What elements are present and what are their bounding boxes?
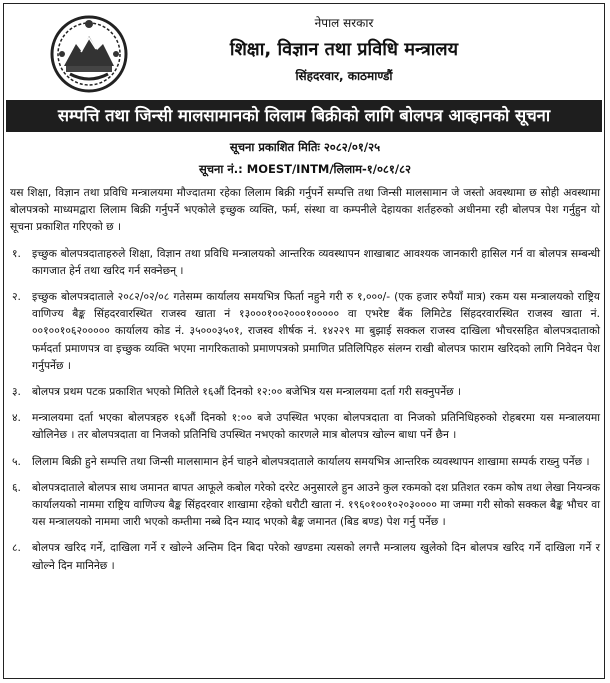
condition-text: इच्छुक बोलपत्रदाताहरुले शिक्षा, विज्ञान तथा प्रविधि मन्त्रालयको आन्तरिक व्यवस्थापन शाखाबाट आवश्यक जानकारी हासिल गर्न वा बोलपत्र सम्बन्धी कागजात हेर्न तथा खरिद गर्न सक्नेछन् ।	[32, 246, 600, 277]
condition-number: २.	[12, 290, 21, 304]
ministry-name: शिक्षा, विज्ञान तथा प्रविधि मन्त्रालय	[229, 39, 459, 60]
notice-number-value: MOEST/INTM/लिलाम-१/०८१/८२	[246, 162, 412, 176]
intro-paragraph: यस शिक्षा, विज्ञान तथा प्रविधि मन्त्रालयमा मौज्दातमा रहेका लिलाम बिक्री गर्नुपर्ने सम्पत्ति तथा जिन्सी मालसामान जे जस्तो अवस्थामा छ सोही अवस्थामा बोलपत्रको माध्यमद्वारा लिलाम बिक्री गर्नुपर्ने भएकोले इच्छुक व्यक्ति, फर्म, संस्था वा कम्पनीले देहायका शर्तहरुको अधीनमा रही बोलपत्र पेश गर्नुहुन यो सूचना प्रकाशित गरिएको छ ।	[10, 186, 600, 234]
condition-item	[4, 539, 606, 573]
condition-text: लिलाम बिक्री हुने सम्पत्ति तथा जिन्सी मालसामान हेर्न चाहने बोलपत्रदाताले कार्यालय समयभित्र आन्तरिक व्यवस्थापन शाखामा सम्पर्क राख्नु पर्नेछ ।	[32, 454, 590, 468]
publication-date-label: सूचना प्रकाशित मितिः	[229, 140, 320, 154]
notice-number	[4, 162, 606, 177]
nepal-emblem-icon	[48, 14, 130, 94]
condition-text: बोलपत्र प्रथम पटक प्रकाशित भएको मितिले १६औं दिनको १२:०० बजेभित्र यस मन्त्रालयमा दर्ता गरी सक्नुपर्नेछ ।	[32, 385, 462, 399]
publication-date-value: २०८२/०१/२५	[323, 140, 381, 154]
condition-item	[4, 479, 606, 531]
condition-text: मन्त्रालयमा दर्ता भएका बोलपत्रहरु १६औं दिनको १:०० बजे उपस्थित भएका बोलपत्रदाता वा निजको प्रतिनिधिहरुको रोहबरमा यस मन्त्रालयमा खोलिनेछ । तर बोलपत्रदाता वा निजको प्रतिनिधि उपस्थित नभएको कारणले मात्र बोलपत्र खोल्न बाधा पर्ने छैन ।	[32, 411, 600, 442]
condition-item	[4, 383, 606, 400]
condition-item	[4, 288, 606, 374]
ministry-location: सिंहदरवार, काठमाण्डौं	[295, 69, 393, 83]
notice-title-banner: सम्पत्ति तथा जिन्सी मालसामानको लिलाम बिक्रीको लागि बोलपत्र आव्हानको सूचना	[6, 100, 602, 132]
condition-number: ३.	[12, 385, 21, 399]
condition-number: १.	[12, 246, 21, 260]
condition-text: इच्छुक बोलपत्रदाताले २०८२/०२/०८ गतेसम्म कार्यालय समयभित्र फिर्ता नहुने गरी रु १,०००/- (एक हजार रुपैयाँ मात्र) रकम यस मन्त्रालयको राष्ट्रिय वाणिज्य बैङ्क सिंहदरवारस्थित राजस्व खाता नं १३०००१००२०००१००००० वा एभरेष्ट बैंक लिमिटेड सिंहदरवारस्थित राजस्व खाता नं. ००१००१०६२००००० कार्यालय कोड नं. ३५०००३५०१, राजस्व शीर्षक नं. १४२२९ मा बुझाई सक्कल राजस्व दाखिला भौचरसहित बोलपत्रदाताको फर्मदर्ता प्रमाणपत्र वा इच्छुक व्यक्ति भएमा नागरिकताको प्रमाणपत्रको प्रमाणित प्रतिलिपिहरु संलग्न राखी बोलपत्र फाराम खरिदको लागि निवेदन पेश गर्नुपर्नेछ ।	[32, 290, 600, 372]
condition-item	[4, 409, 606, 443]
government-name: नेपाल सरकार	[314, 16, 374, 30]
condition-item	[4, 245, 606, 279]
condition-text: बोलपत्र खरिद गर्ने, दाखिला गर्ने र खोल्ने अन्तिम दिन बिदा परेको खण्डमा त्यसको लगत्तै मन्त्रालय खुलेको दिन बोलपत्र खरिद गर्ने दाखिला गर्ने र खोल्ने दिन मानिनेछ ।	[32, 541, 600, 572]
publication-date	[4, 140, 606, 155]
notice-body	[4, 184, 606, 574]
condition-number: ४.	[12, 411, 21, 425]
condition-number: ५.	[12, 454, 21, 468]
condition-number: ६.	[12, 480, 21, 494]
condition-item	[4, 453, 606, 470]
condition-text: बोलपत्रदाताले बोलपत्र साथ जमानत बापत आफूले कबोल गरेको दररेट अनुसारले हुन आउने कुल रकमको दश प्रतिशत रकम कोष तथा लेखा नियन्त्रक कार्यालयको नाममा राष्ट्रिय वाणिज्य बैङ्क सिंहदरवार शाखामा रहेको धरौटी खाता नं. १९६०१००१०२०३०००० मा जम्मा गरी सोको सक्कल बैङ्क भौचर वा यस मन्त्रालयको नाममा जारी भएको कम्तीमा नब्बे दिन म्याद भएको बैङ्क जमानत (बिड बण्ड) पेश गर्नु पर्नेछ ।	[32, 480, 600, 529]
notice-document	[3, 3, 605, 679]
condition-number: ८.	[12, 541, 21, 555]
notice-number-label: सूचना नं.:	[198, 162, 243, 176]
